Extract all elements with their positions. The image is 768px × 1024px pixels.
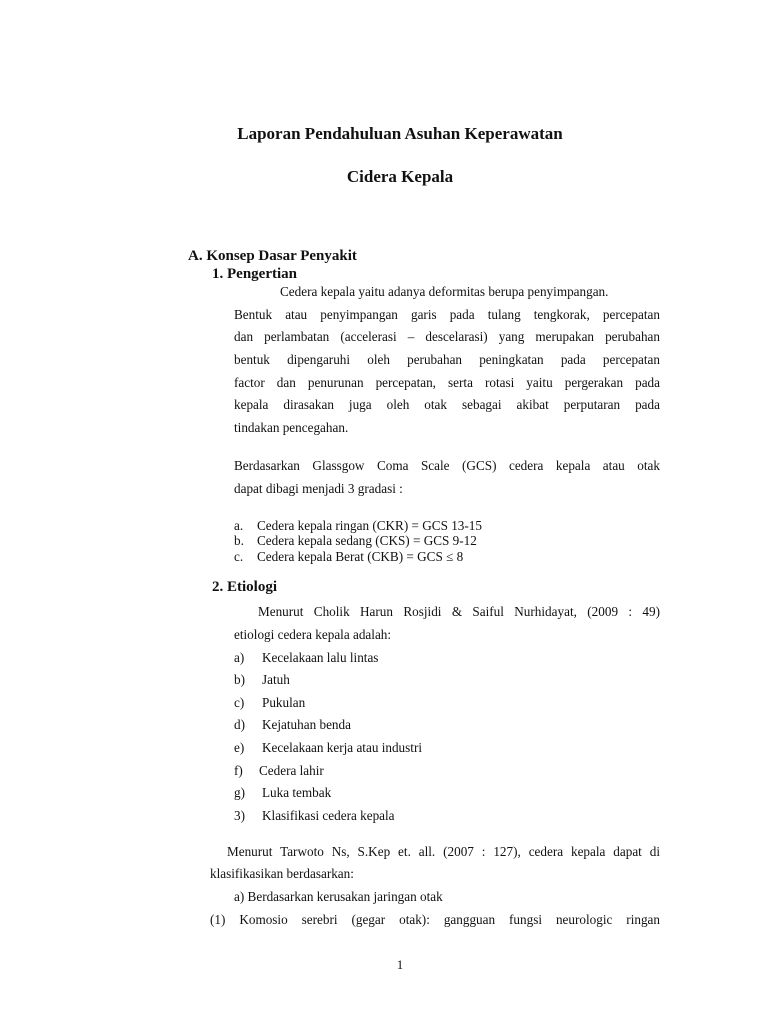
subsection-pengertian-heading: 1. Pengertian xyxy=(212,266,297,282)
gradasi-text: Cedera kepala Berat (CKB) = GCS ≤ 8 xyxy=(257,549,464,564)
pengertian-line-4: bentuk dipengaruhi oleh perubahan peningkatan pada percepatan xyxy=(234,352,660,367)
cause-marker: 3) xyxy=(234,808,245,823)
pengertian-line-3: dan perlambatan (accelerasi – descelarasi) yang merupakan perubahan xyxy=(234,329,660,344)
gradasi-item xyxy=(234,549,243,565)
cause-text: Jatuh xyxy=(262,672,290,687)
cause-text: Klasifikasi cedera kepala xyxy=(262,808,395,823)
klasifikasi-line-2: klasifikasikan berdasarkan: xyxy=(210,866,354,881)
etiologi-intro-line-1: Menurut Cholik Harun Rosjidi & Saiful Nurhidayat, (2009 : 49) xyxy=(258,604,660,619)
cause-text: Luka tembak xyxy=(262,785,332,800)
pengertian-line-2: Bentuk atau penyimpangan garis pada tulang tengkorak, percepatan xyxy=(234,307,660,322)
gcs-line-1: Berdasarkan Glassgow Coma Scale (GCS) cedera kepala atau otak xyxy=(234,458,660,473)
klasifikasi-sub-a: a) Berdasarkan kerusakan jaringan otak xyxy=(234,889,443,904)
gradasi-text: Cedera kepala ringan (CKR) = GCS 13-15 xyxy=(257,518,482,533)
gradasi-item xyxy=(234,518,243,534)
klasifikasi-item-1: (1) Komosio serebri (gegar otak): gangguan fungsi neurologic ringan xyxy=(210,912,660,927)
etiologi-intro-line-2: etiologi cedera kepala adalah: xyxy=(234,627,392,642)
cause-text: Pukulan xyxy=(262,695,306,710)
klasifikasi-line-1: Menurut Tarwoto Ns, S.Kep et. all. (2007 : 127), cedera kepala dapat di xyxy=(227,844,660,859)
pengertian-line-5: factor dan penurunan percepatan, serta rotasi yaitu pergerakan pada xyxy=(234,375,660,390)
gradasi-item xyxy=(234,533,244,549)
cause-marker: g) xyxy=(234,785,245,800)
section-a-heading: A. Konsep Dasar Penyakit xyxy=(188,248,357,264)
pengertian-line-7: tindakan pencegahan. xyxy=(234,420,349,435)
page-number: 1 xyxy=(396,957,404,972)
gradasi-text: Cedera kepala sedang (CKS) = GCS 9-12 xyxy=(257,533,477,548)
document-title: Laporan Pendahuluan Asuhan Keperawatan xyxy=(237,124,563,143)
cause-text: Cedera lahir xyxy=(259,763,324,778)
cause-text: Kejatuhan benda xyxy=(262,717,351,732)
cause-marker: c) xyxy=(234,695,245,710)
subsection-etiologi-heading: 2. Etiologi xyxy=(212,579,278,595)
document-subtitle: Cidera Kepala xyxy=(346,167,454,186)
gradasi-marker: a. xyxy=(234,518,244,533)
cause-text: Kecelakaan kerja atau industri xyxy=(262,740,423,755)
gradasi-marker: b. xyxy=(234,533,244,548)
cause-text: Kecelakaan lalu lintas xyxy=(262,650,379,665)
cause-marker: a) xyxy=(234,650,245,665)
cause-marker: f) xyxy=(234,763,243,778)
gradasi-marker: c. xyxy=(234,549,244,564)
cause-marker: b) xyxy=(234,672,245,687)
gcs-line-2: dapat dibagi menjadi 3 gradasi : xyxy=(234,481,403,496)
cause-marker: e) xyxy=(234,740,245,755)
pengertian-line-1: Cedera kepala yaitu adanya deformitas berupa penyimpangan. xyxy=(280,284,609,299)
pengertian-line-6: kepala dirasakan juga oleh otak sebagai akibat perputaran pada xyxy=(234,397,660,412)
cause-marker: d) xyxy=(234,717,245,732)
